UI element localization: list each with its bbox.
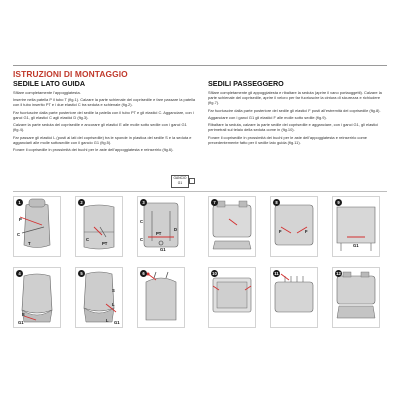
- figure-label: G1: [114, 320, 120, 325]
- seat-cushion-hooks-illustration: [14, 268, 60, 327]
- driver-seat-instructions: [13, 90, 198, 155]
- figure-label: PT: [156, 231, 162, 236]
- figure-panel-12: [332, 267, 380, 328]
- figure-label: L: [106, 318, 109, 323]
- passenger-seats-instructions: [208, 90, 388, 147]
- figure-panel-4: [13, 267, 61, 328]
- figure-number: 11: [274, 271, 279, 276]
- headrest-holes-illustration: [138, 268, 184, 327]
- instruction-paragraph: Far passare gli elastici L (posti ai lati del coprisedile) tra le sponde in plastica del sedile S e la seduta e agganciarli alle molle sottosedile con il gancio G1 (fig.5).: [13, 134, 192, 145]
- figure-label: C: [140, 237, 144, 242]
- figure-number: 7: [211, 199, 218, 206]
- bench-rear-elastics-illustration: [271, 197, 317, 256]
- figure-label: L: [112, 302, 115, 307]
- figure-label: G1: [18, 320, 24, 325]
- figure-number: 8: [273, 199, 280, 206]
- bench-cushion-frame-illustration: [209, 268, 255, 327]
- figure-panel-10: [208, 267, 256, 328]
- figure-label: F: [305, 229, 308, 234]
- figure-label: C: [140, 219, 144, 224]
- figure-number: 9: [335, 199, 342, 206]
- seat-slot-illustration: [76, 197, 122, 256]
- figure-number: 6: [140, 270, 147, 277]
- driver-seat-title: SEDILE LATO GUIDA: [13, 79, 86, 88]
- figure-number: 12: [336, 271, 341, 276]
- figure-panel-6: [137, 267, 185, 328]
- figure-panel-5: [75, 267, 123, 328]
- hook-legend-label: GANCIO: [173, 176, 187, 180]
- figure-label: C: [86, 237, 90, 242]
- figure-number: 4: [16, 270, 23, 277]
- figure-panel-1: [13, 196, 61, 257]
- section-divider: [13, 191, 387, 192]
- instruction-paragraph: Ribaltare la seduta, calzare la parte sedile del coprisedile e agganciare, con i ganci G1, gli elastici perimetrali sul telaio della seduta come in (fig.10).: [208, 122, 379, 133]
- figure-panel-8: [270, 196, 318, 257]
- instruction-paragraph: Agganciare con i ganci G1 gli elastici F alle molle sotto sedile (fig.9).: [208, 114, 327, 120]
- top-divider: [13, 65, 387, 66]
- figure-label: P: [19, 217, 22, 222]
- hook-legend-swatch: [189, 178, 195, 184]
- figure-label: F: [279, 229, 282, 234]
- seat-side-elastic-illustration: [76, 268, 122, 327]
- figure-number: 1: [16, 199, 23, 206]
- instruction-paragraph: Far fuoriuscire dalla parte posteriore del sedile la patella con il tubo PT e gli elastici C. Agganciare, con i ganci G1, gli elastici C agli elastici D (fig.3).: [13, 109, 194, 120]
- instruction-paragraph: Calzare la parte seduta del coprisedile e ancorare gli elastici E alle molle sotto sedile con i ganci G1 (fig.4).: [13, 122, 187, 133]
- instruction-paragraph: Far fuoriuscire dalla parte posteriore del sedile gli elastici F posti all'estremità del coprisedile (fig.8).: [208, 107, 381, 113]
- seat-back-tube-illustration: [14, 197, 60, 256]
- figure-panel-2: [75, 196, 123, 257]
- figure-label: D: [174, 227, 178, 232]
- instruction-paragraph: Forare il coprisedile in prossimità dei buchi per le aste dell'appoggiatesta e reinserirlo (fig.6).: [13, 147, 174, 153]
- figure-number: 10: [212, 271, 217, 276]
- instruction-paragraph: Forare il coprisedile in prossimità dei buchi per le aste dell'appoggiatesta e reinserirlo come precedentemente fatto per il sedile lato guida (fig.11).: [208, 134, 367, 145]
- figure-label: G1: [160, 247, 166, 252]
- figure-panel-9: [332, 196, 380, 257]
- figure-label: PT: [102, 241, 108, 246]
- figure-panel-7: [208, 196, 256, 257]
- figure-number: 3: [140, 199, 147, 206]
- finished-bench-illustration: [333, 268, 379, 327]
- figure-number: 5: [78, 270, 85, 277]
- page-title: ISTRUZIONI DI MONTAGGIO: [13, 69, 128, 79]
- instruction-paragraph: Sfilare completamente gli appoggiatesta e ribaltare la seduta (aprire il vano portaoggetti). Calzare la parte schienale del coprisedile, aprire il velcro per far fuoriuscire la cintura di sicurezza e richiudere (fig.7).: [208, 90, 382, 106]
- instruction-paragraph: Inserire nella patella P il tubo T (fig.1). Calzare la parte schienale del coprisedile e fare passare la patella con il tubo inserito PT e i due elastici C tra seduta e schienale (fig.2).: [13, 97, 196, 108]
- figure-label: T: [28, 241, 31, 246]
- figure-label: G1: [353, 243, 359, 248]
- figure-label: C: [17, 232, 21, 237]
- hook-legend-box: [171, 175, 189, 188]
- instruction-paragraph: Sfilare completamente l'appoggiatesta.: [13, 90, 81, 95]
- figure-label: E: [22, 312, 25, 317]
- bench-back-illustration: [209, 197, 255, 256]
- figure-number: 2: [78, 199, 85, 206]
- hook-legend-code: G1: [177, 180, 183, 185]
- figure-label: S: [112, 288, 115, 293]
- passenger-seats-title: SEDILI PASSEGGERO: [208, 79, 284, 88]
- figure-panel-3: [137, 196, 185, 257]
- bench-headrest-illustration: [271, 268, 317, 327]
- figure-panel-11: [270, 267, 318, 328]
